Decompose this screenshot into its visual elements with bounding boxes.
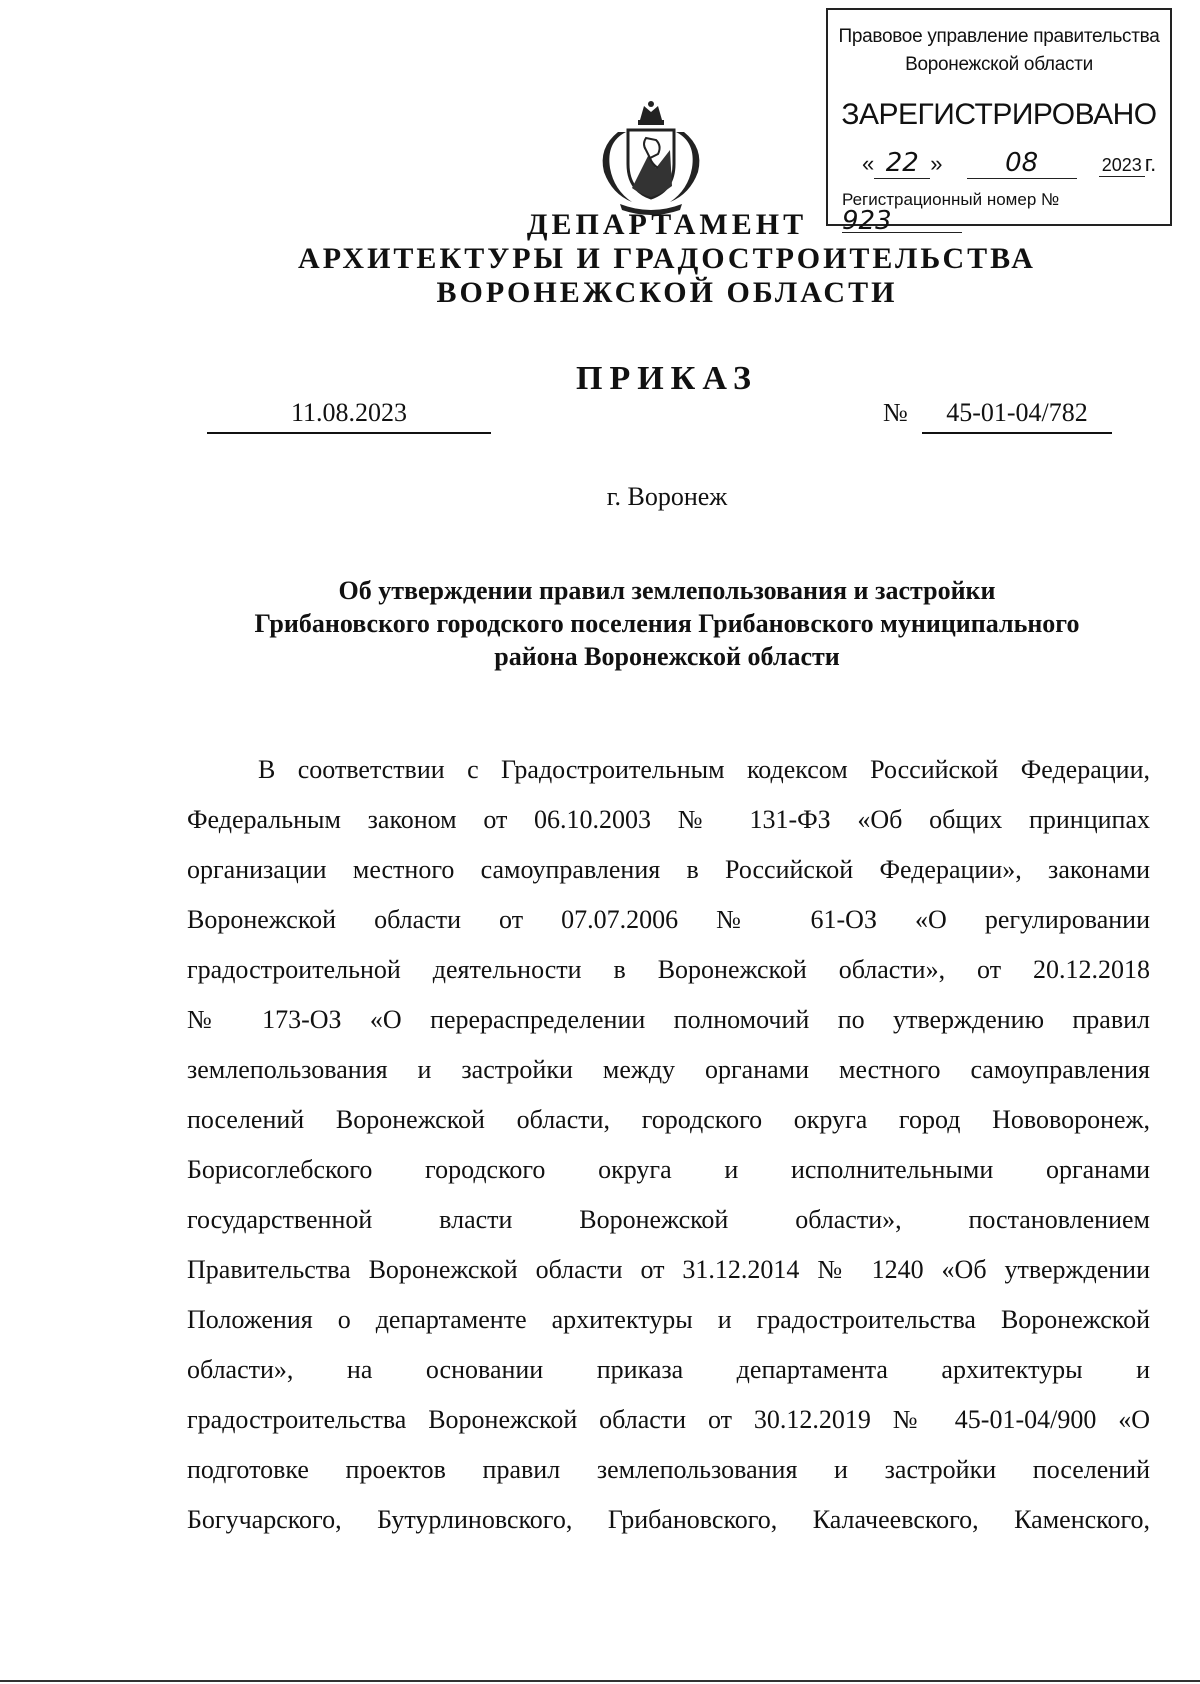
stamp-day: 22 (874, 148, 930, 179)
registration-stamp (826, 8, 1172, 236)
stamp-date (862, 148, 1156, 179)
stamp-reg-label: Регистрационный номер № (842, 190, 1060, 209)
department-title-line2: АРХИТЕКТУРЫ И ГРАДОСТРОИТЕЛЬСТВА (298, 242, 1036, 275)
department-title-line1: ДЕПАРТАМЕНТ (526, 208, 808, 241)
stamp-authority-line2: Воронежской области (905, 54, 1093, 75)
body-line: Богучарского, Бутурлиновского, Грибановского, Калачеевского, Каменского, (187, 1505, 1150, 1534)
order-body (187, 745, 1150, 1545)
body-line: Борисоглебского городского округа и исполнительными органами (187, 1155, 1150, 1184)
stamp-month: 08 (967, 148, 1077, 179)
body-line: градостроительства Воронежской области от 30.12.2019 № 45-01-04/900 «О (187, 1405, 1150, 1434)
body-line: В соответствии с Градостроительным кодексом Российской Федерации, (258, 755, 1150, 784)
stamp-year-suffix: г. (1144, 151, 1157, 176)
city-line: г. Воронеж (606, 482, 728, 511)
department-title-line3: ВОРОНЕЖСКОЙ ОБЛАСТИ (436, 276, 898, 309)
page-bottom-rule (0, 1680, 1200, 1682)
stamp-authority-line1: Правовое управление правительства (838, 26, 1160, 47)
stamp-reg-number: 923 (842, 210, 962, 233)
body-line: области», на основании приказа департамента архитектуры и (187, 1355, 1150, 1384)
subject-line: Об утверждении правил землепользования и застройки (338, 576, 996, 605)
order-number: 45-01-04/782 (922, 398, 1112, 434)
subject-line: района Воронежской области (494, 642, 840, 671)
stamp-year: 2023 (1099, 155, 1145, 177)
body-line: Федеральным законом от 06.10.2003 № 131-ФЗ «Об общих принципах (187, 805, 1150, 834)
body-line: подготовке проектов правил землепользования и застройки поселений (187, 1455, 1150, 1484)
stamp-registered-label: ЗАРЕГИСТРИРОВАНО (841, 98, 1157, 131)
order-number-label: № (883, 398, 908, 427)
body-line: государственной власти Воронежской области», постановлением (187, 1205, 1150, 1234)
body-line: Положения о департаменте архитектуры и градостроительства Воронежской (187, 1305, 1150, 1334)
document-type-title: ПРИКАЗ (576, 360, 758, 397)
body-line: № 173-ОЗ «О перераспределении полномочий по утверждению правил (187, 1005, 1150, 1034)
body-line: Воронежской области от 07.07.2006 № 61-ОЗ «О регулировании (187, 905, 1150, 934)
body-line: организации местного самоуправления в Российской Федерации», законами (187, 855, 1150, 884)
body-line: градостроительной деятельности в Воронежской области», от 20.12.2018 (187, 955, 1150, 984)
order-subject (180, 574, 1154, 673)
body-line: землепользования и застройки между органами местного самоуправления (187, 1055, 1150, 1084)
voronezh-coat-of-arms-icon (592, 98, 710, 216)
body-line: поселений Воронежской области, городского округа город Нововоронеж, (187, 1105, 1150, 1134)
stamp-open-quote: « (862, 151, 875, 176)
stamp-close-quote: » (930, 151, 943, 176)
order-date: 11.08.2023 (207, 398, 491, 434)
body-line: Правительства Воронежской области от 31.12.2014 № 1240 «Об утверждении (187, 1255, 1150, 1284)
subject-line: Грибановского городского поселения Грибановского муниципального (254, 609, 1080, 638)
